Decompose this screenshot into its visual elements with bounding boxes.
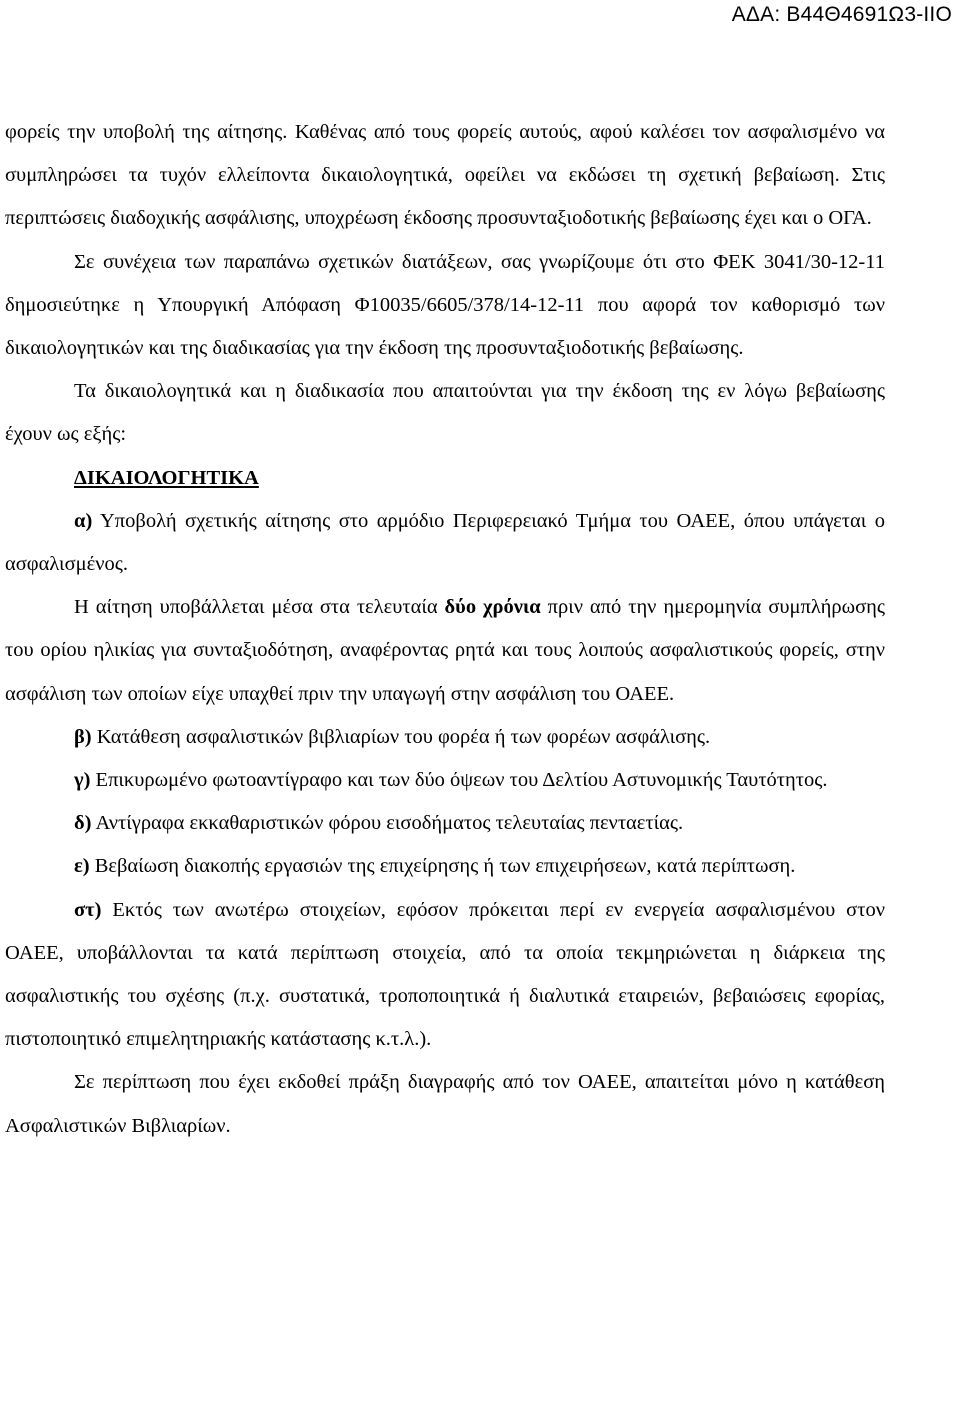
list-item-d xyxy=(5,802,885,845)
section-heading: ΔΙΚΑΙΟΛΟΓΗΤΙΚΑ xyxy=(74,466,259,489)
list-item-c-label: γ) xyxy=(74,769,91,792)
paragraph-continuation: φορείς την υποβολή της αίτησης. Καθένας από τους φορείς αυτούς, αφού καλέσει τον ασφαλισμένο να συμπληρώσει τα τυχόν ελλείποντα δικαιολογητικά, οφείλει να εκδώσει τη σχετική βεβαίωση. Στις περιπτώσεις διαδοχικής ασφάλισης, υποχρέωση έκδοσης προσυνταξιοδοτικής βεβαίωσης έχει και ο ΟΓΑ. xyxy=(5,121,885,230)
list-item-c xyxy=(5,759,885,802)
list-item-st-text: Εκτός των ανωτέρω στοιχείων, εφόσον πρόκειται περί εν ενεργεία ασφαλισμένου στον ΟΑΕΕ, υποβάλλονται τα κατά περίπτωση στοιχεία, από τα οποία τεκμηριώνεται η διάρκεια της ασφαλιστικής του σχέσης (π.χ. συστατικά, τροποποιητικά ή διαλυτικά εταιρειών, βεβαιώσεις εφορίας, πιστοποιητικό επιμελητηριακής κατάστασης κ.τ.λ.). xyxy=(5,898,885,1051)
list-item-d-label: δ) xyxy=(74,812,92,835)
list-item-b-label: β) xyxy=(74,725,92,748)
list-item-c-text: Επικυρωμένο φωτοαντίγραφο και των δύο όψεων του Δελτίου Αστυνομικής Ταυτότητος. xyxy=(90,769,828,792)
deadline-bold: δύο χρόνια xyxy=(444,596,541,619)
document-body xyxy=(5,111,885,1148)
list-item-e xyxy=(5,845,885,888)
list-item-b-text: Κατάθεση ασφαλιστικών βιβλιαρίων του φορέα ή των φορέων ασφάλισης. xyxy=(91,725,711,748)
paragraph-deletion-case: Σε περίπτωση που έχει εκδοθεί πράξη διαγραφής από τον ΟΑΕΕ, απαιτείται μόνο η κατάθεση Ασφαλιστικών Βιβλιαρίων. xyxy=(5,1071,885,1137)
paragraph-application-deadline xyxy=(5,586,885,716)
list-item-st xyxy=(5,889,885,1062)
list-item-a xyxy=(5,500,885,586)
list-item-a-text: Υποβολή σχετικής αίτησης στο αρμόδιο Περιφερειακό Τμήμα του ΟΑΕΕ, όπου υπάγεται ο ασφαλισμένος. xyxy=(5,509,885,576)
deadline-text-pre: Η αίτηση υποβάλλεται μέσα στα τελευταία xyxy=(74,596,445,619)
paragraph-requirements-intro: Τα δικαιολογητικά και η διαδικασία που απαιτούνται για την έκδοση της εν λόγω βεβαίωσης έχουν ως εξής: xyxy=(5,380,885,446)
list-item-e-label: ε) xyxy=(74,855,90,878)
deadline-text-post: πριν από την ημερομηνία συμπλήρωσης του ορίου ηλικίας για συνταξιοδότηση, αναφέροντας ρητά και τους λοιπούς ασφαλιστικούς φορείς, στην ασφάλιση των οποίων είχε υπαχθεί πριν την υπαγωγή στην ασφάλιση του ΟΑΕΕ. xyxy=(5,596,885,705)
list-item-d-text: Αντίγραφα εκκαθαριστικών φόρου εισοδήματος τελευταίας πενταετίας. xyxy=(91,812,684,835)
list-item-b xyxy=(5,716,885,759)
section-heading-row xyxy=(5,457,885,500)
paragraph-fek-reference: Σε συνέχεια των παραπάνω σχετικών διατάξεων, σας γνωρίζουμε ότι στο ΦΕΚ 3041/30-12-11 δημοσιεύτηκε η Υπουργική Απόφαση Φ10035/6605/378/14-12-11 που αφορά τον καθορισμό των δικαιολογητικών και της διαδικασίας για την έκδοση της προσυνταξιοδοτικής βεβαίωσης. xyxy=(5,250,885,360)
list-item-e-text: Βεβαίωση διακοπής εργασιών της επιχείρησης ή των επιχειρήσεων, κατά περίπτωση. xyxy=(89,855,796,878)
list-item-st-label: στ) xyxy=(74,898,102,921)
list-item-a-label: α) xyxy=(74,509,93,532)
ada-code: ΑΔΑ: Β44Θ4691Ω3-ΙΙΟ xyxy=(731,3,952,26)
